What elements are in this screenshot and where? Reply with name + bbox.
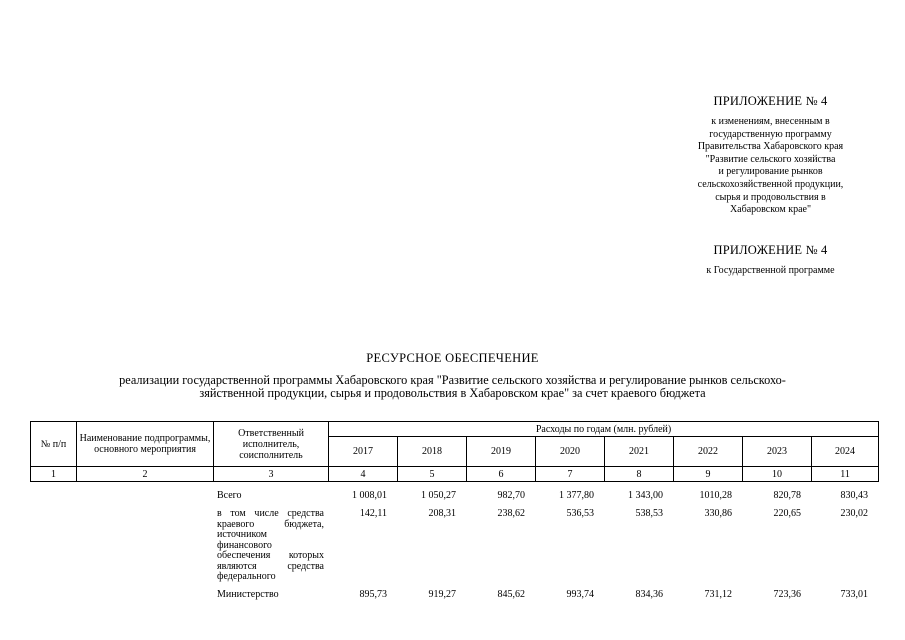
number-cell: [30, 491, 76, 509]
column-number-cell: 2: [77, 467, 214, 482]
value-cell: 330,86: [704, 508, 732, 519]
value-cell: 1010,28: [699, 490, 732, 501]
column-number-cell: 8: [605, 467, 674, 482]
value-cell: 834,36: [635, 589, 663, 600]
column-number-cell: 9: [674, 467, 743, 482]
value-cell: 1 343,00: [628, 490, 663, 501]
executor-cell: Министерство: [217, 589, 279, 600]
value-cell: 1 008,01: [352, 490, 387, 501]
appendix-line: сырья и продовольствия в: [715, 191, 826, 203]
appendix-line: "Развитие сельского хозяйства: [705, 153, 836, 165]
appendix-line: сельскохозяйственной продукции,: [697, 178, 844, 190]
appendix-title: ПРИЛОЖЕНИЕ № 4: [713, 94, 828, 108]
appendix-line: к изменениям, внесенным в: [711, 116, 830, 127]
column-number-cell: 5: [398, 467, 467, 482]
header-cell-expenses: Расходы по годам (млн. рублей): [329, 422, 879, 437]
value-cell: 731,12: [704, 589, 732, 600]
value-cell: 919,27: [428, 589, 456, 600]
value-cell: 830,43: [840, 490, 868, 501]
header-cell-number: № п/п: [31, 422, 77, 467]
header-cell-year: 2018: [398, 437, 467, 467]
appendix-header-amendment: [668, 94, 873, 217]
name-cell: [76, 590, 213, 601]
appendix-line: государственную программу: [709, 128, 832, 140]
header-cell-year: 2024: [812, 437, 879, 467]
value-cell: 538,53: [635, 508, 663, 519]
value-cell: 208,31: [428, 508, 456, 519]
value-cell: 723,36: [773, 589, 801, 600]
value-cell: 733,01: [840, 589, 868, 600]
header-cell-name: Наименование подпрограммы, основного мероприятия: [77, 422, 214, 467]
number-cell: [30, 590, 76, 601]
appendix-title: ПРИЛОЖЕНИЕ № 4: [713, 243, 828, 257]
value-cell: 845,62: [497, 589, 525, 600]
header-cell-year: 2022: [674, 437, 743, 467]
resource-table-header: [30, 421, 879, 482]
header-cell-year: 2021: [605, 437, 674, 467]
number-cell: [30, 509, 76, 590]
value-cell: 536,53: [566, 508, 594, 519]
column-number-cell: 3: [214, 467, 329, 482]
column-number-cell: 10: [743, 467, 812, 482]
header-cell-year: 2017: [329, 437, 398, 467]
header-cell-year: 2019: [467, 437, 536, 467]
document-title: РЕСУРСНОЕ ОБЕСПЕЧЕНИЕ: [366, 351, 539, 365]
value-cell: 820,78: [773, 490, 801, 501]
appendix-line: Хабаровском крае": [729, 204, 812, 216]
value-cell: 230,02: [840, 508, 868, 519]
executor-cell: Всего: [217, 490, 242, 501]
value-cell: 1 050,27: [421, 490, 456, 501]
column-number-cell: 1: [31, 467, 77, 482]
subtitle-line: зяйственной продукции, сырья и продовольствия в Хабаровском крае" за счет краевого бюджета: [199, 385, 706, 400]
column-number-cell: 6: [467, 467, 536, 482]
header-cell-executor: Ответственный исполнитель, соисполнитель: [214, 422, 329, 467]
value-cell: 220,65: [773, 508, 801, 519]
value-cell: 982,70: [497, 490, 525, 501]
value-cell: 238,62: [497, 508, 525, 519]
name-cell: [76, 491, 213, 509]
value-cell: 895,73: [359, 589, 387, 600]
table-row: [30, 491, 878, 509]
resource-table-body: [30, 491, 878, 601]
appendix-description: к Государственной программе: [706, 265, 835, 276]
document-heading: [30, 351, 875, 399]
document-subtitle: [30, 374, 875, 399]
appendix-line: и регулирование рынков: [718, 166, 823, 178]
column-number-cell: 4: [329, 467, 398, 482]
appendix-line: Правительства Хабаровского края: [697, 141, 844, 153]
table-row: [30, 509, 878, 590]
column-number-cell: 7: [536, 467, 605, 482]
appendix-header-program: [668, 243, 873, 278]
value-cell: 142,11: [359, 508, 387, 519]
value-cell: 993,74: [566, 589, 594, 600]
table-row: [30, 590, 878, 601]
executor-cell: в том числе средства краевого бюджета, источником финансового обеспечения которых являются средства федерального: [217, 508, 324, 582]
column-number-cell: 11: [812, 467, 879, 482]
header-cell-year: 2020: [536, 437, 605, 467]
subtitle-line: реализации государственной программы Хабаровского края "Развитие сельского хозяйства и регулирование рынков сельскохо-: [119, 373, 786, 387]
name-cell: [76, 509, 213, 590]
value-cell: 1 377,80: [559, 490, 594, 501]
appendix-description: [668, 116, 873, 217]
header-cell-year: 2023: [743, 437, 812, 467]
